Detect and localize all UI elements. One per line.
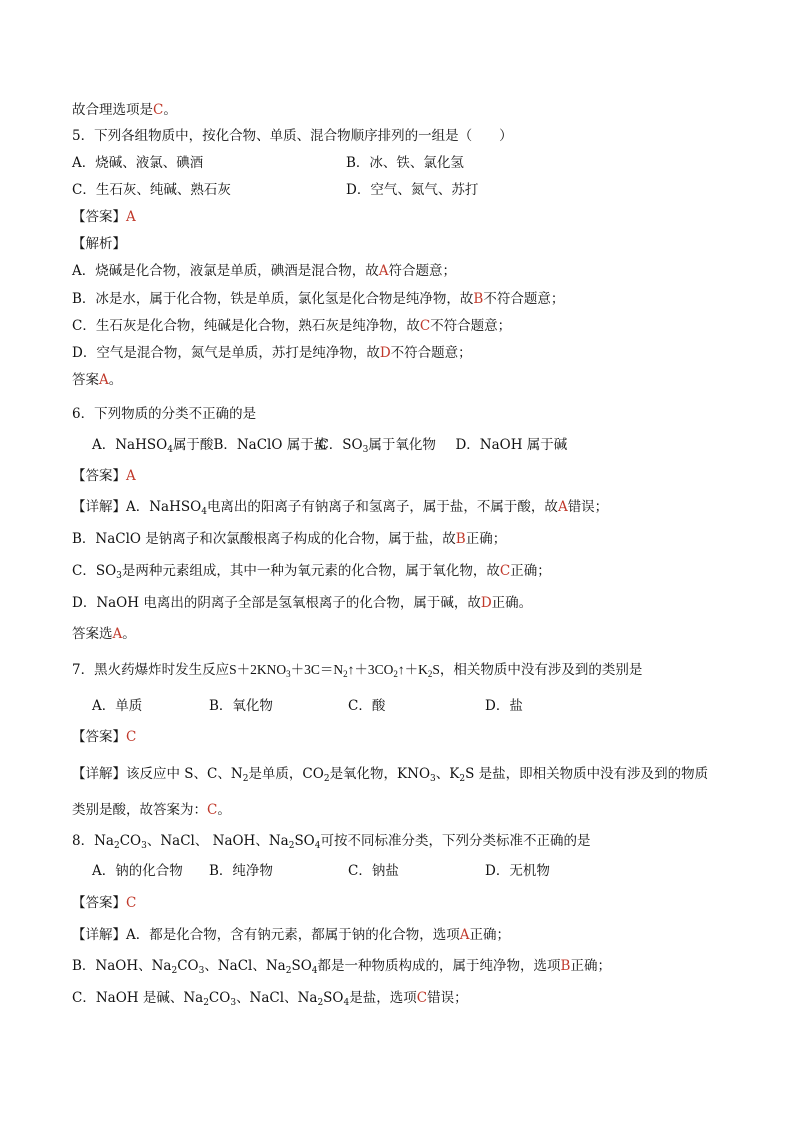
q5-analysis-c: [72, 317, 511, 335]
analysis-text: C．生石灰是化合物，纯碱是化合物，熟石灰是纯净物，故: [72, 318, 420, 334]
subscript: 2: [203, 998, 209, 1008]
analysis-text: A．烧碱是化合物，液氯是单质，碘酒是混合物，故: [72, 263, 379, 279]
detail-text: B．NaOH、Na: [72, 958, 172, 974]
subscript: 2: [288, 841, 295, 851]
q7-stem: [72, 661, 642, 679]
subscript: 2: [113, 841, 120, 851]
answer-value: C: [126, 895, 137, 911]
q8-detail-a: [72, 926, 510, 944]
q7-option-d: D．盐: [485, 698, 523, 714]
analysis-text: 符合题意；: [388, 263, 456, 279]
q6-option-b: B．NaClO 属于盐: [213, 437, 328, 453]
eq-part: S＋2KNO: [229, 662, 287, 677]
subscript: 3: [430, 774, 436, 784]
q6-final: [72, 625, 136, 643]
q6-option-c: [318, 436, 455, 454]
q6-options: [92, 436, 567, 454]
q7-options: [92, 697, 523, 715]
detail-key: C: [207, 802, 218, 818]
answer-label: 【答案】: [72, 209, 126, 225]
analysis-key: C: [419, 318, 431, 334]
detail-text: A．都是化合物，含有钠元素，都属于钠的化合物，选项: [126, 927, 460, 943]
q6-stem: 6．下列物质的分类不正确的是: [72, 406, 257, 422]
eq-part: ↑＋3CO: [347, 662, 394, 677]
eq-part: S: [432, 662, 440, 677]
analysis-key: D: [379, 345, 391, 361]
analysis-text: D．空气是混合物，氮气是单质，苏打是纯净物，故: [72, 345, 380, 361]
subscript: 4: [167, 445, 173, 455]
stem-text: 7．黑火药爆炸时发生反应: [72, 662, 230, 678]
detail-text: 正确。: [491, 595, 533, 611]
answer-label: 【答案】: [72, 468, 126, 484]
detail-text: 电离出的阳离子有钠离子和氢离子，属于盐，不属于酸，故: [206, 499, 558, 515]
subscript: 2: [459, 774, 466, 784]
subscript: 3: [141, 841, 147, 851]
q8-option-d: D．无机物: [485, 863, 550, 879]
q5-options-row1: [72, 154, 464, 172]
subscript: 2: [427, 669, 433, 679]
stem-text: SO: [294, 833, 315, 849]
detail-key: A: [557, 499, 568, 515]
q6-detail-d: [72, 594, 532, 612]
subscript: 2: [242, 774, 249, 784]
conclusion-answer: C: [153, 102, 164, 118]
carryover-conclusion: [72, 101, 177, 119]
analysis-text: 不符合题意；: [430, 318, 512, 334]
q7-option-a: A．单质: [92, 698, 143, 714]
detail-text: 是单质，CO: [248, 766, 324, 782]
detail-text: SO: [291, 958, 312, 974]
eq-part: ＋3C＝N: [290, 662, 344, 677]
q6-detail-b: [72, 530, 506, 548]
detail-text: 。: [217, 802, 231, 818]
q6-option-d: D．NaOH 属于碱: [455, 437, 568, 453]
detail-text: 正确；: [510, 563, 551, 579]
subscript: 3: [286, 669, 291, 679]
final-key: A: [99, 372, 109, 388]
detail-text: 正确；: [570, 958, 611, 974]
detail-text: 正确；: [469, 927, 510, 943]
detail-label: 【详解】: [72, 927, 126, 943]
stem-text: ，相关物质中没有涉及到的类别是: [439, 662, 643, 678]
q5-analysis-d: [72, 344, 472, 362]
q7-detail-line1: [72, 765, 708, 783]
detail-text: SO: [323, 990, 344, 1006]
detail-text: D．NaOH 电离出的阴离子全部是氢氧根离子的化合物，属于碱，故: [72, 595, 481, 611]
final-text: 。: [122, 626, 136, 642]
q5-options-row2: [72, 181, 478, 199]
analysis-key: A: [378, 263, 389, 279]
final-text: 答案选: [72, 626, 113, 642]
detail-text: CO: [177, 958, 199, 974]
q5-analysis-a: [72, 262, 456, 280]
detail-text: C．SO: [72, 563, 117, 579]
detail-text: 、NaCl、Na: [204, 958, 286, 974]
detail-text: 类别是酸，故答案为：: [72, 802, 207, 818]
conclusion-period: 。: [163, 102, 177, 118]
q7-option-c: C．酸: [348, 698, 386, 714]
answer-label: 【答案】: [72, 729, 126, 745]
q8-answer: [72, 894, 136, 912]
q7-detail-line2: [72, 801, 231, 819]
option-text: 属于酸: [172, 437, 214, 453]
q5-option-a: A．烧碱、液氯、碘酒: [72, 155, 204, 171]
q8-options: [92, 862, 550, 880]
subscript: 4: [343, 998, 350, 1008]
detail-text: A．NaHSO: [126, 499, 202, 515]
analysis-text: B．冰是水，属于化合物，铁是单质，氯化氢是化合物是纯净物，故: [72, 291, 474, 307]
q6-option-a: [92, 436, 213, 454]
subscript: 2: [171, 966, 178, 976]
detail-text: 是两种元素组成，其中一种为氧元素的化合物，属于氧化物，故: [121, 563, 500, 579]
detail-key: D: [480, 595, 492, 611]
stem-text: 、NaCl、 NaOH、Na: [146, 833, 289, 849]
detail-text: CO: [208, 990, 231, 1006]
detail-text: 正确；: [465, 531, 507, 547]
stem-text: 可按不同标准分类，下列分类标准不正确的是: [320, 833, 591, 849]
q8-option-b: B．纯净物: [209, 863, 273, 879]
subscript: 3: [116, 571, 122, 581]
q6-detail-a: [72, 498, 608, 516]
subscript: 2: [317, 998, 324, 1008]
reaction-equation: [229, 662, 440, 677]
eq-part: ↑＋K: [397, 662, 428, 677]
detail-label: 【详解】: [72, 499, 126, 515]
q8-detail-b: [72, 957, 611, 975]
detail-key: B: [560, 958, 571, 974]
q8-detail-c: [72, 989, 468, 1007]
q8-option-a: A．钠的化合物: [92, 863, 183, 879]
q5-option-d: D．空气、氮气、苏打: [346, 182, 479, 198]
answer-value: A: [126, 209, 136, 225]
conclusion-text: 故合理选项是: [72, 102, 153, 118]
subscript: 2: [393, 669, 398, 679]
q5-stem: 5．下列各组物质中，按化合物、单质、混合物顺序排列的一组是（ ）: [72, 128, 513, 144]
q5-option-c: C．生石灰、纯碱、熟石灰: [72, 182, 231, 198]
q5-analysis-b: [72, 290, 564, 308]
detail-text: 、K: [435, 766, 460, 782]
analysis-text: 不符合题意；: [483, 291, 565, 307]
q5-option-b: B．冰、铁、氯化氢: [346, 155, 464, 171]
answer-value: A: [126, 468, 136, 484]
detail-text: 是盐，选项: [349, 990, 417, 1006]
subscript: 3: [230, 998, 237, 1008]
q6-detail-c: [72, 562, 551, 580]
stem-text: CO: [119, 833, 142, 849]
subscript: 3: [198, 966, 205, 976]
stem-text: 8．Na: [72, 833, 114, 849]
q7-option-b: B．氧化物: [209, 698, 273, 714]
final-text: 。: [108, 372, 123, 388]
detail-text: 都是一种物质构成的，属于纯净物，选项: [317, 958, 561, 974]
subscript: 3: [362, 445, 369, 455]
q7-answer: [72, 728, 136, 746]
subscript: 4: [311, 966, 318, 976]
final-text: 答案: [72, 372, 99, 388]
detail-label: 【详解】: [72, 766, 126, 782]
detail-text: 错误；: [427, 990, 468, 1006]
analysis-key: B: [473, 291, 484, 307]
q5-analysis-label: 【解析】: [72, 236, 126, 252]
subscript: 4: [201, 507, 207, 517]
detail-text: 、NaCl、Na: [236, 990, 318, 1006]
answer-label: 【答案】: [72, 895, 126, 911]
answer-value: C: [126, 729, 137, 745]
subscript: 2: [285, 966, 292, 976]
analysis-text: 不符合题意；: [390, 345, 472, 361]
detail-text: 该反应中 S、C、N: [126, 766, 243, 782]
detail-key: B: [455, 531, 466, 547]
detail-key: A: [459, 927, 470, 943]
detail-text: 错误；: [567, 499, 609, 515]
subscript: 2: [343, 669, 348, 679]
option-text: C．SO: [318, 437, 363, 453]
detail-text: B．NaClO 是钠离子和次氯酸根离子构成的化合物，属于盐，故: [72, 531, 456, 547]
q6-answer: [72, 467, 136, 485]
q5-final: [72, 371, 122, 389]
final-key: A: [112, 626, 123, 642]
option-text: 属于氧化物: [368, 437, 436, 453]
detail-text: 是氧化物，KNO: [329, 766, 431, 782]
subscript: 4: [314, 841, 321, 851]
q5-answer: [72, 208, 136, 226]
subscript: 2: [323, 774, 330, 784]
option-text: A．NaHSO: [92, 437, 168, 453]
q8-stem: [72, 832, 591, 850]
q8-option-c: C．钠盐: [348, 863, 399, 879]
detail-text: C．NaOH 是碱、Na: [72, 990, 204, 1006]
detail-text: S 是盐，即相关物质中没有涉及到的物质: [465, 766, 709, 782]
detail-key: C: [416, 990, 428, 1006]
detail-key: C: [499, 563, 511, 579]
